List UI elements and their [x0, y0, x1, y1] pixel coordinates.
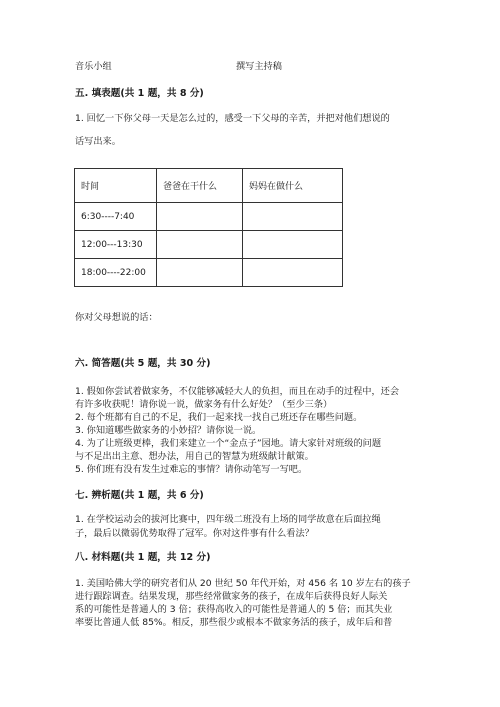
- section5-heading: 五. 填表题(共 1 题，共 8 分): [75, 88, 204, 99]
- section6-heading: 六. 简答题(共 5 题，共 30 分): [75, 358, 211, 369]
- table-header-cell: 爸爸在干什么: [157, 169, 243, 203]
- question-text: 1. 美国哈佛大学的研究者们从 20 世纪 50 年代开始，对 456 名 10 岁左右的孩子: [75, 578, 411, 589]
- table-row: [75, 231, 343, 259]
- question-text: 1. 假如你尝试着做家务，不仅能够减轻大人的负担，而且在动手的过程中，还会: [75, 386, 400, 397]
- table-header-cell: 妈妈在做什么: [243, 169, 343, 203]
- question-text: 与不足出出主意、想办法，用自己的智慧为班级献计献策。: [75, 451, 314, 462]
- time-cell: 18:00----22:00: [75, 259, 157, 287]
- table-cell[interactable]: [157, 203, 243, 231]
- question-text: 2. 每个班都有自己的不足，我们一起来找一找自己班还存在哪些问题。: [75, 412, 363, 423]
- question-text: 5. 你们班有没有发生过难忘的事情？请你动笔写一写吧。: [75, 464, 308, 475]
- question-text: 1. 回忆一下你父母一天是怎么过的，感受一下父母的辛苦，并把对他们想说的: [75, 113, 390, 124]
- table-cell[interactable]: [157, 231, 243, 259]
- question-text: 率要比普通人低 85%。相反，那些很少或根本不做家务活的孩子，成年后和普: [75, 617, 393, 628]
- section8-heading: 八. 材料题(共 1 题，共 12 分): [75, 552, 211, 563]
- question-text: 话写出来。: [75, 136, 121, 147]
- question-text: 1. 在学校运动会的拔河比赛中，四年级二班没有上场的同学故意在后面拉绳: [75, 514, 381, 525]
- table-cell[interactable]: [157, 259, 243, 287]
- question-text: 子，最后以微弱优势取得了冠军。你对这件事有什么看法？: [75, 528, 314, 539]
- table-cell[interactable]: [243, 231, 343, 259]
- question-text: 系的可能性是普通人的 3 倍；获得高收入的可能性是普通人的 5 倍；而其失业: [75, 604, 393, 615]
- table-row: [75, 259, 343, 287]
- table-row: [75, 203, 343, 231]
- parents-message-prompt: 你对父母想说的话：: [75, 312, 158, 323]
- section7-heading: 七. 辨析题(共 1 题，共 6 分): [75, 490, 204, 501]
- table-cell[interactable]: [243, 203, 343, 231]
- header-left: 音乐小组: [75, 61, 112, 72]
- table-header-row: [75, 169, 343, 203]
- time-cell: 6:30----7:40: [75, 203, 157, 231]
- header-right: 撰写主持稿: [236, 61, 282, 72]
- question-text: 4. 为了让班级更棒，我们来建立一个“金点子”园地。请大家针对班级的问题: [75, 438, 382, 449]
- parents-schedule-table: [74, 168, 343, 287]
- time-cell: 12:00---13:30: [75, 231, 157, 259]
- question-text: 有许多收获呢！请你说一说，做家务有什么好处？（至少三条）: [75, 399, 333, 410]
- table-cell[interactable]: [243, 259, 343, 287]
- question-text: 进行跟踪调查。结果发现，那些经常做家务的孩子，在成年后获得良好人际关: [75, 591, 388, 602]
- question-text: 3. 你知道哪些做家务的小妙招？请你说一说。: [75, 425, 262, 436]
- table-header-cell: 时间: [75, 169, 157, 203]
